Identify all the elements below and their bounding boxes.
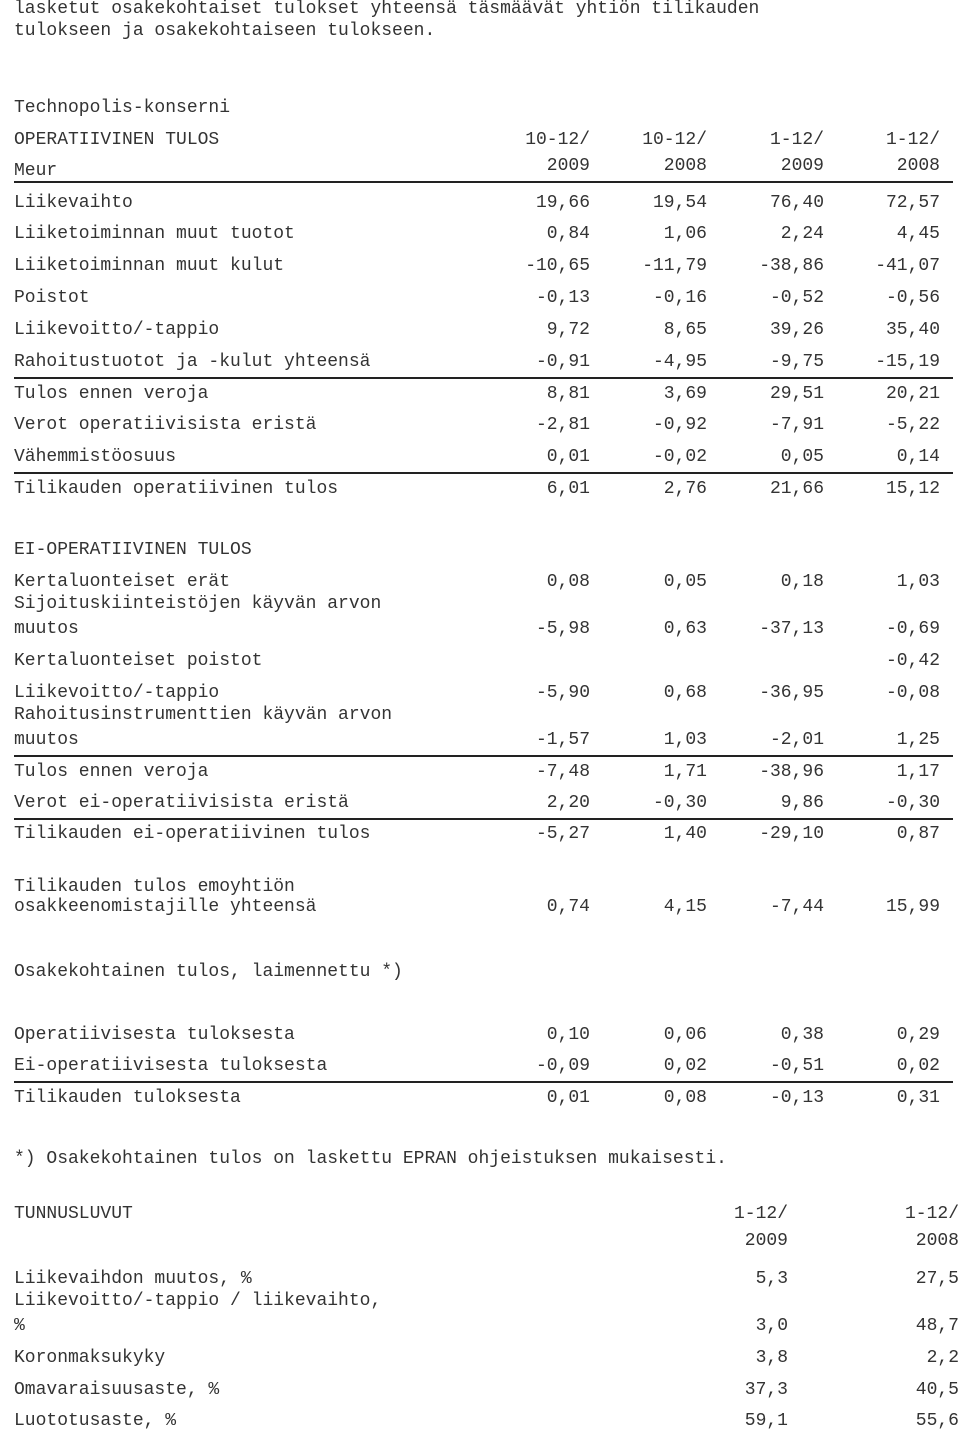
value-cell: -37,13 [759,619,824,639]
column-header-year: 2009 [780,156,824,176]
value-cell: 20,21 [885,384,940,404]
value-cell: 0,29 [896,1025,940,1045]
table-row [14,644,940,676]
value-cell: 9,86 [780,793,824,813]
table-row [14,1341,959,1373]
table-row [14,1018,940,1050]
value-cell: -7,48 [535,762,590,782]
value-cell: 0,68 [663,683,707,703]
value-cell: 19,66 [535,193,590,213]
value-cell: 19,54 [652,193,707,213]
row-label: Kertaluonteiset erät [14,572,231,592]
column-header: 1-12/ [733,1204,788,1224]
value-cell: -1,57 [535,730,590,750]
value-cell: 0,05 [663,572,707,592]
value-cell: 0,01 [546,447,590,467]
unit-label: Meur [14,161,58,181]
value-cell: 1,17 [896,762,940,782]
row-label: Koronmaksukyky [14,1348,166,1368]
row-label: Verot ei-operatiivisista eristä [14,793,349,813]
row-label: Operatiivisesta tuloksesta [14,1025,295,1045]
row-label: Liikevaihto [14,193,133,213]
row-label: Tulos ennen veroja [14,384,209,404]
parent-result-label2: osakkeenomistajille yhteensä [14,897,317,917]
value-cell: 3,69 [663,384,707,404]
value-cell: 21,66 [769,479,824,499]
value-cell: -0,13 [535,288,590,308]
table-row [14,472,940,504]
table-row [14,612,940,644]
value-cell: 37,3 [744,1380,788,1400]
value-cell: 39,26 [769,320,824,340]
value-cell: -36,95 [759,683,824,703]
table-row [14,217,940,249]
value-cell: -5,98 [535,619,590,639]
value-cell: 1,03 [896,572,940,592]
intro-line-2: tulokseen ja osakekohtaiseen tulokseen. [14,21,436,41]
value-cell: -0,42 [885,651,940,671]
table-row [14,345,940,377]
value-cell: -4,95 [652,352,707,372]
table-row [14,440,940,472]
value-cell: 27,5 [915,1269,959,1289]
value-cell: 1,03 [663,730,707,750]
table-row [14,1309,959,1341]
column-header: 1-12/ [769,130,824,150]
value-cell: 1,71 [663,762,707,782]
column-header: 1-12/ [885,130,940,150]
table-row [14,249,940,281]
value-cell: -5,90 [535,683,590,703]
value-cell: -0,52 [769,288,824,308]
row-label: Sijoituskiinteistöjen käyvän arvon [14,594,382,614]
value-cell: -0,16 [652,288,707,308]
value-cell: 72,57 [885,193,940,213]
value-cell: -5,27 [535,824,590,844]
value-cell: -15,19 [875,352,940,372]
value-cell: -10,65 [525,256,590,276]
key-figures-title: TUNNUSLUVUT [14,1204,133,1224]
group-name: Technopolis-konserni [14,98,231,118]
value-cell: 0,02 [896,1056,940,1076]
value-cell: 0,08 [546,572,590,592]
value-cell: -0,08 [885,683,940,703]
table-row [14,1404,959,1436]
value-cell: -0,09 [535,1056,590,1076]
column-header: 10-12/ [642,130,707,150]
value-cell: 0,84 [546,224,590,244]
value-cell: -29,10 [759,824,824,844]
row-label: muutos [14,619,79,639]
value-cell: 0,31 [896,1088,940,1108]
row-label: Verot operatiivisista eristä [14,415,317,435]
value-cell: -11,79 [642,256,707,276]
footnote: *) Osakekohtainen tulos on laskettu EPRAN ohjeistuksen mukaisesti. [14,1149,727,1169]
value-cell: 35,40 [885,320,940,340]
value-cell: -2,01 [769,730,824,750]
value-cell: 0,10 [546,1025,590,1045]
row-label: Tilikauden tuloksesta [14,1088,241,1108]
row-label: Liikevaihdon muutos, % [14,1269,252,1289]
column-header: 1-12/ [904,1204,959,1224]
value-cell: 15,12 [885,479,940,499]
value-cell: 0,74 [546,897,590,917]
value-cell: 4,15 [663,897,707,917]
key-figures-header-line2 [14,1230,959,1262]
value-cell: 1,25 [896,730,940,750]
value-cell: 3,8 [755,1348,788,1368]
value-cell: 0,63 [663,619,707,639]
row-label: Poistot [14,288,90,308]
non-operative-title: EI-OPERATIIVINEN TULOS [14,540,252,560]
column-header-year: 2009 [744,1231,788,1251]
value-cell: 15,99 [885,897,940,917]
value-cell: 29,51 [769,384,824,404]
operative-title: OPERATIIVINEN TULOS [14,130,220,150]
row-label: Kertaluonteiset poistot [14,651,263,671]
row-label: Rahoitusinstrumenttien käyvän arvon [14,705,393,725]
value-cell: 2,24 [780,224,824,244]
row-label: Tulos ennen veroja [14,762,209,782]
value-cell: -0,91 [535,352,590,372]
table-row [14,786,940,818]
value-cell: 0,87 [896,824,940,844]
row-label: Liikevoitto/-tappio [14,320,220,340]
parent-result-row [14,890,940,922]
value-cell: -0,56 [885,288,940,308]
table-row [14,377,940,409]
value-cell: -41,07 [875,256,940,276]
value-cell: 1,06 [663,224,707,244]
value-cell: 40,5 [915,1380,959,1400]
value-cell: -0,51 [769,1056,824,1076]
table-row [14,1049,940,1081]
row-label: Liikevoitto/-tappio / liikevaihto, [14,1291,382,1311]
table-row [14,281,940,313]
table-row [14,755,940,787]
row-label: Tilikauden operatiivinen tulos [14,479,339,499]
value-cell: 2,20 [546,793,590,813]
parent-result-label: Tilikauden tulos emoyhtiön [14,877,295,897]
table-row [14,313,940,345]
column-header-year: 2008 [915,1231,959,1251]
value-cell: 0,38 [780,1025,824,1045]
header-divider [14,181,953,183]
value-cell: 0,08 [663,1088,707,1108]
column-header-year: 2008 [896,156,940,176]
row-label: Ei-operatiivisesta tuloksesta [14,1056,328,1076]
row-label: Rahoitustuotot ja -kulut yhteensä [14,352,371,372]
row-label: Vähemmistöosuus [14,447,177,467]
value-cell: 48,7 [915,1316,959,1336]
row-label: Liikevoitto/-tappio [14,683,220,703]
value-cell: -0,69 [885,619,940,639]
value-cell: -38,86 [759,256,824,276]
table-row [14,1373,959,1405]
row-label: Luototusaste, % [14,1411,177,1431]
value-cell: -0,13 [769,1088,824,1108]
table-row [14,817,940,849]
value-cell: -38,96 [759,762,824,782]
row-label: % [14,1316,25,1336]
value-cell: 3,0 [755,1316,788,1336]
value-cell: 59,1 [744,1411,788,1431]
value-cell: 0,06 [663,1025,707,1045]
intro-line-1: lasketut osakekohtaiset tulokset yhteensä täsmäävät yhtiön tilikauden [14,0,760,19]
value-cell: 8,65 [663,320,707,340]
value-cell: -0,30 [652,793,707,813]
column-header: 10-12/ [525,130,590,150]
value-cell: -0,02 [652,447,707,467]
value-cell: 0,05 [780,447,824,467]
row-label: Omavaraisuusaste, % [14,1380,220,1400]
value-cell: 0,18 [780,572,824,592]
value-cell: 0,14 [896,447,940,467]
value-cell: 2,2 [926,1348,959,1368]
table-row [14,408,940,440]
value-cell: 9,72 [546,320,590,340]
value-cell: -7,91 [769,415,824,435]
eps-title: Osakekohtainen tulos, laimennettu *) [14,962,403,982]
table-row [14,723,940,755]
value-cell: -2,81 [535,415,590,435]
row-label: Liiketoiminnan muut tuotot [14,224,295,244]
value-cell: 8,81 [546,384,590,404]
row-label: muutos [14,730,79,750]
value-cell: 2,76 [663,479,707,499]
value-cell: -5,22 [885,415,940,435]
table-row [14,186,940,218]
value-cell: -9,75 [769,352,824,372]
value-cell: 4,45 [896,224,940,244]
value-cell: 0,02 [663,1056,707,1076]
column-header-year: 2008 [663,156,707,176]
value-cell: 6,01 [546,479,590,499]
value-cell: 1,40 [663,824,707,844]
value-cell: 55,6 [915,1411,959,1431]
value-cell: -7,44 [769,897,824,917]
value-cell: 0,01 [546,1088,590,1108]
row-label: Liiketoiminnan muut kulut [14,256,285,276]
value-cell: 5,3 [755,1269,788,1289]
table-row [14,1081,940,1113]
value-cell: 76,40 [769,193,824,213]
value-cell: -0,92 [652,415,707,435]
column-header-year: 2009 [546,156,590,176]
row-label: Tilikauden ei-operatiivinen tulos [14,824,371,844]
value-cell: -0,30 [885,793,940,813]
